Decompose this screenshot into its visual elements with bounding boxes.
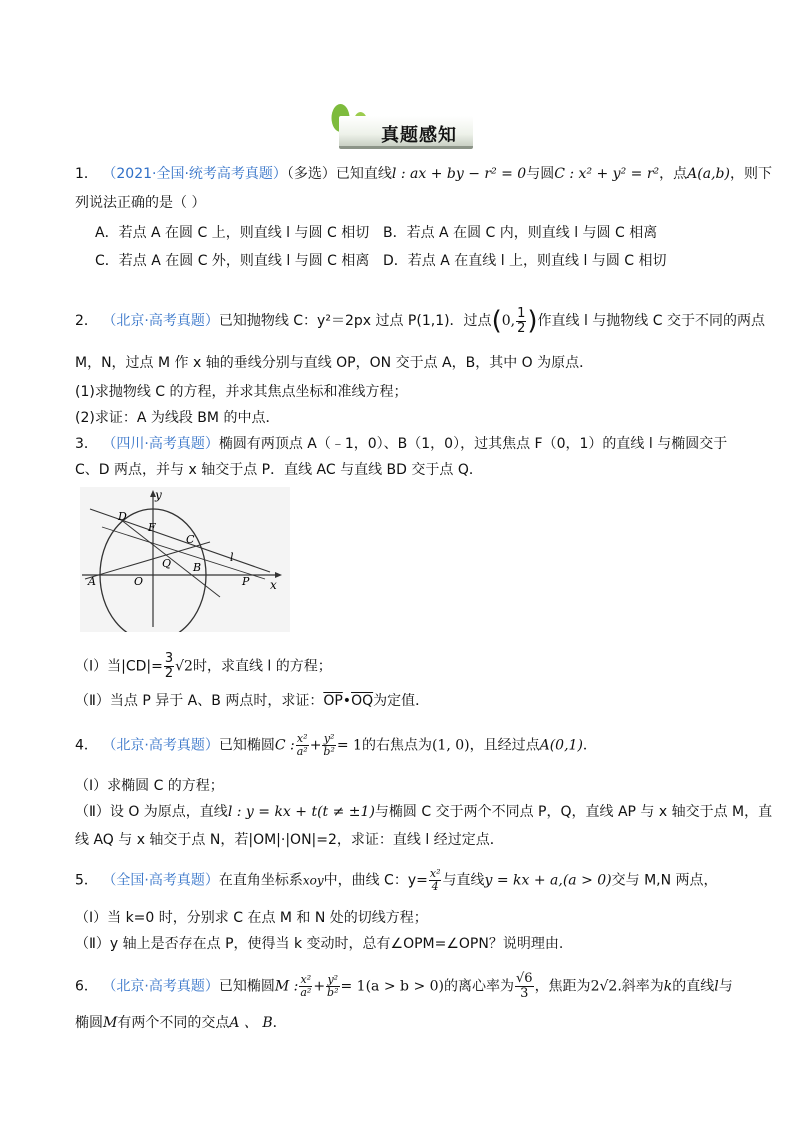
text: .斜率为	[617, 978, 664, 995]
text: （Ⅱ）当点 P 异于 A、B 两点时，求证：	[75, 693, 324, 709]
line-equation: l : y = kx + t(t ≠ ±1)	[227, 804, 375, 820]
fraction-numerator: y²	[323, 732, 335, 745]
question-number: 2．	[75, 313, 98, 329]
circle-equation: C : x² + y² = r²	[554, 166, 660, 182]
q2-part-2: (2)求证：A 为线段 BM 的中点．	[75, 410, 280, 426]
fraction-denominator: b²	[323, 745, 335, 758]
source-label: （2021·全国·统考高考真题）	[102, 166, 287, 182]
text: ．	[272, 1015, 287, 1031]
question-number: 6．	[75, 978, 98, 995]
q5-part-1: （Ⅰ）当 k=0 时，分别求 C 在点 M 和 N 处的切线方程；	[75, 910, 428, 926]
ellipse-name: M :	[274, 978, 299, 995]
fraction-denominator: 4	[431, 880, 439, 893]
fraction-numerator: y²	[327, 973, 339, 986]
text: （Ⅰ）当|CD|=	[75, 658, 163, 675]
q2-line-1	[75, 306, 765, 336]
vector-op: $\overline{OP}$	[323, 693, 343, 709]
text: 与椭圆 C 交于两个不同点 P，Q，直线 AP 与 x 轴交于点 M，直	[374, 804, 773, 820]
q5-part-2: （Ⅱ）y 轴上是否存在点 P，使得当 k 变动时，总有∠OPM=∠OPN？说明理由.	[75, 936, 564, 952]
fraction	[429, 868, 442, 893]
q4-part-1: （Ⅰ）求椭圆 C 的方程；	[75, 778, 224, 794]
text: 已知椭圆	[218, 978, 275, 995]
point-label: A(a,b)	[687, 166, 730, 182]
q6-line-2	[75, 1012, 287, 1032]
text: 与圆	[526, 166, 555, 182]
label-o: O	[134, 575, 144, 588]
q4-part-2	[75, 801, 772, 821]
fraction	[322, 733, 335, 758]
q3-line-2: C、D 两点，并与 x 轴交于点 P．直线 AC 与直线 BD 交于点 Q．	[75, 462, 483, 478]
slope-k: k	[663, 978, 673, 995]
option-b: B．若点 A 在圆 C 内，则直线 l 与圆 C 相离	[383, 225, 658, 241]
text: 在直角坐标系	[218, 872, 303, 889]
text: 有两个不同的交点	[117, 1015, 230, 1031]
question-number: 5．	[75, 872, 98, 889]
fraction-denominator: a²	[300, 986, 312, 999]
fraction	[326, 974, 339, 999]
plus-sign: +	[309, 737, 322, 754]
fraction-numerator: x²	[429, 867, 441, 880]
line-l: l	[714, 978, 719, 995]
text: 为定值．	[373, 693, 430, 709]
text: 椭圆有两顶点 A（﹣1，0）、B（1，0），过其焦点 F（0，1）的直线 l 与椭圆交于	[218, 436, 728, 452]
focal-distance: 2√2	[590, 978, 618, 995]
label-q: Q	[162, 557, 172, 570]
fraction-numerator: 1	[517, 305, 526, 321]
fraction	[516, 307, 526, 336]
text: （Ⅱ）设 O 为原点，直线	[75, 804, 228, 820]
question-type: （多选）	[286, 166, 336, 182]
section-title: 真题感知	[381, 125, 457, 146]
equation-condition: = 1(a > b > 0)	[340, 978, 444, 995]
coordinate-system: xoy	[302, 873, 324, 888]
q3-line-1	[75, 433, 727, 453]
source-label: （北京·高考真题）	[102, 313, 219, 329]
label-p: P	[242, 575, 250, 588]
text: 作直线 l 与抛物线 C 交于不同的两点	[537, 313, 765, 329]
q4-part-2-cont: 线 AQ 与 x 轴交于点 N，若|OM|·|ON|=2，求证：直线 l 经过定点．	[75, 832, 504, 848]
fraction-numerator: 3	[164, 651, 174, 666]
point-label: A(0,1)	[539, 737, 583, 754]
label-x: x	[270, 578, 277, 592]
source-label: （北京·高考真题）	[102, 978, 219, 995]
text: 中，曲线 C：y=	[323, 872, 428, 889]
q1-line-1	[75, 163, 772, 183]
label-c: C	[186, 533, 195, 546]
square-root: √2	[175, 658, 193, 675]
fraction-numerator: x²	[300, 973, 312, 986]
focus-point: (1, 0)	[431, 737, 470, 754]
fraction-numerator: x²	[296, 732, 308, 745]
text: 与	[718, 978, 733, 995]
question-number: 4．	[75, 737, 98, 754]
intersection-points: A 、 B	[229, 1015, 273, 1031]
q3-part-2	[75, 690, 429, 710]
fraction-numerator: √6	[516, 971, 533, 986]
text: 已知直线	[335, 166, 392, 182]
text: 椭圆	[75, 1015, 103, 1031]
source-label: （全国·高考真题）	[102, 872, 219, 889]
equals-one: = 1	[336, 737, 362, 754]
text: 交与 M,N 两点，	[611, 872, 718, 889]
vector-oq: $\overline{OQ}$	[351, 693, 374, 709]
question-number: 1．	[75, 166, 98, 182]
dot-product: •	[342, 693, 352, 709]
text: ．	[582, 737, 597, 754]
question-number: 3．	[75, 436, 98, 452]
fraction	[164, 652, 174, 681]
text: 已知椭圆	[218, 737, 275, 754]
ellipse-diagram	[80, 487, 290, 632]
line-equation: y = kx + a,(a > 0)	[484, 872, 612, 889]
text: 的离心率为	[444, 978, 514, 995]
section-header	[325, 100, 475, 148]
label-d: D	[118, 510, 127, 523]
text: 与直线	[442, 872, 485, 889]
fraction-denominator: b²	[327, 986, 339, 999]
q2-part-1: (1)求抛物线 C 的方程，并求其焦点坐标和准线方程；	[75, 384, 408, 400]
plus-sign: +	[313, 978, 326, 995]
fraction	[296, 733, 309, 758]
text: 的右焦点为	[361, 737, 432, 754]
option-c: C．若点 A 在圆 C 外，则直线 l 与圆 C 相离	[95, 253, 370, 269]
eccentricity-fraction	[515, 972, 534, 1001]
fraction-denominator: a²	[296, 745, 308, 758]
text: ，点	[659, 166, 688, 182]
fraction-denominator: 3	[520, 986, 529, 1001]
option-d: D．若点 A 在直线 l 上，则直线 l 与圆 C 相切	[383, 253, 667, 269]
fraction-denominator: 2	[164, 666, 174, 681]
paren-right: )	[527, 306, 538, 336]
text: 的直线	[672, 978, 715, 995]
line-equation: l : ax + by − r² = 0	[391, 166, 527, 182]
ellipse-m: M	[103, 1015, 118, 1031]
text: 已知抛物线 C：y²＝2px 过点 P(1,1)．过点	[218, 313, 492, 329]
q1-line-2: 列说法正确的是（ ）	[75, 195, 206, 211]
source-label: （北京·高考真题）	[102, 737, 219, 754]
q5-line-1	[75, 868, 718, 893]
option-a: A．若点 A 在圆 C 上，则直线 l 与圆 C 相切	[95, 225, 370, 241]
label-f: F	[148, 521, 156, 534]
label-b: B	[193, 561, 202, 574]
fraction-denominator: 2	[517, 320, 526, 336]
text: 时，求直线 l 的方程；	[192, 658, 332, 675]
label-a: A	[88, 575, 96, 588]
text: ，且经过点	[469, 737, 540, 754]
fraction	[299, 974, 312, 999]
label-l: l	[230, 551, 234, 564]
q4-line-1	[75, 733, 597, 758]
text: ，则下	[729, 166, 772, 182]
q3-part-1	[75, 652, 332, 681]
paren-left: (	[491, 306, 502, 336]
point-coord: 0,	[501, 313, 516, 329]
ellipse-name: C :	[274, 737, 295, 754]
q6-line-1	[75, 972, 733, 1001]
source-label: （四川·高考真题）	[102, 436, 219, 452]
label-y: y	[155, 488, 162, 502]
text: ，焦距为	[534, 978, 591, 995]
q2-line-2: M，N，过点 M 作 x 轴的垂线分别与直线 OP，ON 交于点 A，B，其中 O 为原点．	[75, 355, 594, 371]
